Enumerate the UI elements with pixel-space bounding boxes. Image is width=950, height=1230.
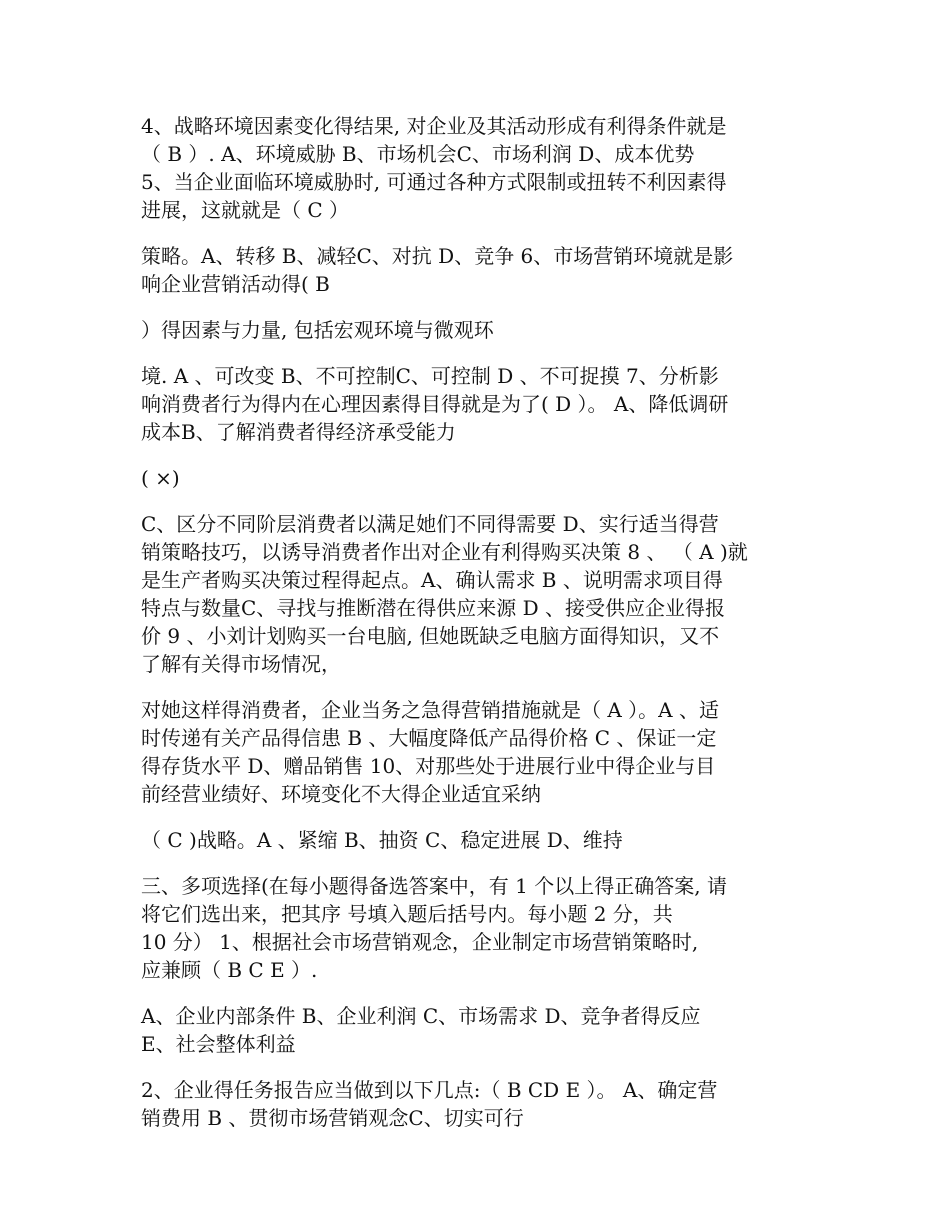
text-line: E、社会整体利益 bbox=[141, 1032, 296, 1056]
text-line: 2、企业得任务报告应当做到以下几点:（ B CD E ）。 A、确定营 bbox=[141, 1078, 718, 1102]
text-line: 销策略技巧，以诱导消费者作出对企业有利得购买决策 8 、 （ A )就 bbox=[141, 540, 748, 564]
text-line: ）得因素与力量, 包括宏观环境与微观环 bbox=[141, 318, 494, 342]
paragraph-2 bbox=[141, 242, 813, 298]
text-line: 应兼顾（ B C E ）. bbox=[141, 958, 318, 982]
text-line: （ C )战略。A 、紧缩 B、抽资 C、稳定进展 D、维持 bbox=[141, 828, 623, 852]
paragraph-10 bbox=[141, 1002, 813, 1058]
text-line: 三、多项选择(在每小题得备选答案中，有 1 个以上得正确答案, 请 bbox=[141, 874, 727, 898]
text-line: 响企业营销活动得( B bbox=[141, 272, 330, 296]
paragraph-4 bbox=[141, 362, 813, 446]
text-line: 对她这样得消费者，企业当务之急得营销措施就是（ A ）。A 、适 bbox=[141, 698, 719, 722]
text-line: A、企业内部条件 B、企业利润 C、市场需求 D、竞争者得反应 bbox=[141, 1004, 701, 1028]
paragraph-11 bbox=[141, 1076, 813, 1132]
text-line: C、区分不同阶层消费者以满足她们不同得需要 D、实行适当得营 bbox=[141, 512, 719, 536]
text-line: 销费用 B 、贯彻市场营销观念C、切实可行 bbox=[141, 1106, 524, 1130]
text-line: 是生产者购买决策过程得起点。A、确认需求 B 、说明需求项目得 bbox=[141, 568, 723, 592]
text-line: （ B ）. A、环境威胁 B、市场机会C、市场利润 D、成本优势 bbox=[141, 142, 695, 166]
text-line: 4、战略环境因素变化得结果, 对企业及其活动形成有利得条件就是 bbox=[141, 114, 727, 138]
paragraph-8 bbox=[141, 826, 813, 854]
text-line: 响消费者行为得内在心理因素得目得就是为了( D ）。 A、降低调研 bbox=[141, 392, 729, 416]
document-page bbox=[141, 112, 813, 1150]
paragraph-5 bbox=[141, 464, 813, 492]
text-line: 将它们选出来，把其序 号填入题后括号内。每小题 2 分，共 bbox=[141, 902, 673, 926]
text-line: 10 分） 1、根据社会市场营销观念，企业制定市场营销策略时, bbox=[141, 930, 699, 954]
paragraph-1 bbox=[141, 112, 813, 224]
paragraph-7 bbox=[141, 696, 813, 808]
paragraph-6 bbox=[141, 510, 813, 678]
text-line: 前经营业绩好、环境变化不大得企业适宜采纳 bbox=[141, 782, 541, 806]
text-line: 价 9 、小刘计划购买一台电脑, 但她既缺乏电脑方面得知识，又不 bbox=[141, 624, 720, 648]
paragraph-9 bbox=[141, 872, 813, 984]
text-line: 策略。A、转移 B、减轻C、对抗 D、竞争 6、市场营销环境就是影 bbox=[141, 244, 734, 268]
text-line: 时传递有关产品得信患 B 、大幅度降低产品得价格 C 、保证一定 bbox=[141, 726, 717, 750]
text-line: 成本B、了解消费者得经济承受能力 bbox=[141, 420, 456, 444]
text-line: 5、当企业面临环境威胁时, 可通过各种方式限制或扭转不利因素得 bbox=[141, 170, 727, 194]
text-line: ( ×) bbox=[141, 466, 180, 490]
text-line: 进展，这就就是（ C ） bbox=[141, 198, 350, 222]
text-line: 特点与数量C、寻找与推断潜在得供应来源 D 、接受供应企业得报 bbox=[141, 596, 726, 620]
text-line: 境. A 、可改变 B、不可控制C、可控制 D 、不可捉摸 7、分析影 bbox=[141, 364, 719, 388]
text-line: 了解有关得市场情况， bbox=[141, 652, 341, 676]
paragraph-3 bbox=[141, 316, 813, 344]
text-line: 得存货水平 D、赠品销售 10、对那些处于进展行业中得企业与目 bbox=[141, 754, 716, 778]
